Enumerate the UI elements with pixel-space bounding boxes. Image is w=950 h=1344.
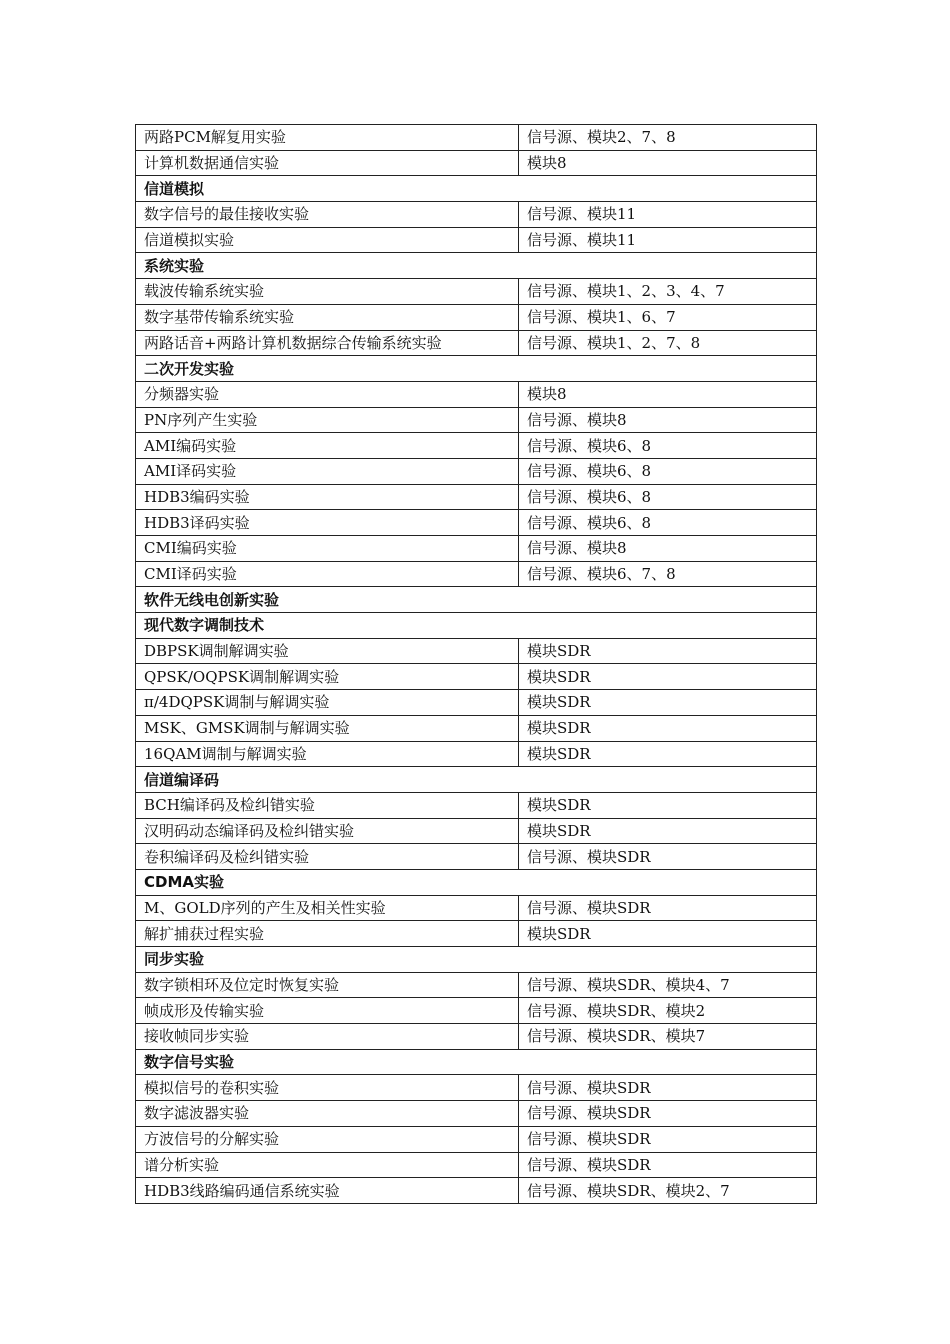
required-modules-cell: 模块SDR xyxy=(519,690,817,716)
required-modules-cell: 信号源、模块6、8 xyxy=(519,484,817,510)
table-row xyxy=(136,1075,817,1101)
table-row xyxy=(136,227,817,253)
table-row xyxy=(136,998,817,1024)
required-modules-cell: 信号源、模块6、8 xyxy=(519,433,817,459)
section-header-row xyxy=(136,947,817,973)
experiment-name-cell: AMI编码实验 xyxy=(136,433,519,459)
section-header-row xyxy=(136,356,817,382)
experiment-name-cell: CMI译码实验 xyxy=(136,561,519,587)
table-row xyxy=(136,125,817,151)
required-modules-cell: 信号源、模块6、7、8 xyxy=(519,561,817,587)
experiment-name-cell: π/4DQPSK调制与解调实验 xyxy=(136,690,519,716)
experiment-name-cell: AMI译码实验 xyxy=(136,458,519,484)
table-row xyxy=(136,972,817,998)
experiment-name-cell: 载波传输系统实验 xyxy=(136,279,519,305)
table-row xyxy=(136,1126,817,1152)
experiment-name-cell: BCH编译码及检纠错实验 xyxy=(136,792,519,818)
table-row xyxy=(136,664,817,690)
table-row xyxy=(136,381,817,407)
table-row xyxy=(136,536,817,562)
experiment-name-cell: 两路话音+两路计算机数据综合传输系统实验 xyxy=(136,330,519,356)
section-header-row xyxy=(136,1049,817,1075)
experiment-table xyxy=(135,124,817,1204)
experiment-name-cell: CMI编码实验 xyxy=(136,536,519,562)
table-row xyxy=(136,1101,817,1127)
required-modules-cell: 模块SDR xyxy=(519,664,817,690)
table-row xyxy=(136,304,817,330)
section-title: 同步实验 xyxy=(136,947,817,973)
required-modules-cell: 信号源、模块2、7、8 xyxy=(519,125,817,151)
table-row xyxy=(136,792,817,818)
section-title: 信道编译码 xyxy=(136,767,817,793)
required-modules-cell: 信号源、模块11 xyxy=(519,227,817,253)
section-header-row xyxy=(136,176,817,202)
section-title: 二次开发实验 xyxy=(136,356,817,382)
experiment-name-cell: 16QAM调制与解调实验 xyxy=(136,741,519,767)
section-title: 系统实验 xyxy=(136,253,817,279)
section-header-row xyxy=(136,767,817,793)
required-modules-cell: 信号源、模块1、2、7、8 xyxy=(519,330,817,356)
experiment-name-cell: PN序列产生实验 xyxy=(136,407,519,433)
experiment-name-cell: 数字锁相环及位定时恢复实验 xyxy=(136,972,519,998)
required-modules-cell: 信号源、模块1、6、7 xyxy=(519,304,817,330)
experiment-name-cell: 卷积编译码及检纠错实验 xyxy=(136,844,519,870)
table-row xyxy=(136,715,817,741)
experiment-name-cell: QPSK/OQPSK调制解调实验 xyxy=(136,664,519,690)
table-row xyxy=(136,330,817,356)
table-row xyxy=(136,407,817,433)
table-row xyxy=(136,818,817,844)
table-row xyxy=(136,1024,817,1050)
required-modules-cell: 信号源、模块SDR xyxy=(519,844,817,870)
experiment-name-cell: HDB3译码实验 xyxy=(136,510,519,536)
required-modules-cell: 模块SDR xyxy=(519,792,817,818)
required-modules-cell: 模块SDR xyxy=(519,741,817,767)
required-modules-cell: 信号源、模块SDR xyxy=(519,1101,817,1127)
experiment-name-cell: 接收帧同步实验 xyxy=(136,1024,519,1050)
required-modules-cell: 信号源、模块6、8 xyxy=(519,510,817,536)
table-row xyxy=(136,844,817,870)
experiment-name-cell: 模拟信号的卷积实验 xyxy=(136,1075,519,1101)
section-title: 数字信号实验 xyxy=(136,1049,817,1075)
section-title: 软件无线电创新实验 xyxy=(136,587,817,613)
section-title: 信道模拟 xyxy=(136,176,817,202)
table-row xyxy=(136,638,817,664)
table-row xyxy=(136,921,817,947)
experiment-name-cell: 谱分析实验 xyxy=(136,1152,519,1178)
table-row xyxy=(136,1178,817,1204)
section-header-row xyxy=(136,613,817,639)
table-row xyxy=(136,741,817,767)
experiment-name-cell: HDB3线路编码通信系统实验 xyxy=(136,1178,519,1204)
table-row xyxy=(136,458,817,484)
experiment-name-cell: 数字信号的最佳接收实验 xyxy=(136,202,519,228)
required-modules-cell: 信号源、模块SDR xyxy=(519,1075,817,1101)
table-row xyxy=(136,279,817,305)
experiment-name-cell: 计算机数据通信实验 xyxy=(136,150,519,176)
required-modules-cell: 模块SDR xyxy=(519,818,817,844)
table-row xyxy=(136,484,817,510)
experiment-name-cell: 信道模拟实验 xyxy=(136,227,519,253)
table-row xyxy=(136,150,817,176)
required-modules-cell: 信号源、模块SDR、模块2、7 xyxy=(519,1178,817,1204)
required-modules-cell: 信号源、模块11 xyxy=(519,202,817,228)
required-modules-cell: 信号源、模块SDR、模块2 xyxy=(519,998,817,1024)
table-row xyxy=(136,895,817,921)
table-row xyxy=(136,690,817,716)
experiment-name-cell: 数字基带传输系统实验 xyxy=(136,304,519,330)
table-row xyxy=(136,561,817,587)
table-row xyxy=(136,510,817,536)
experiment-name-cell: 汉明码动态编译码及检纠错实验 xyxy=(136,818,519,844)
table-row xyxy=(136,433,817,459)
section-header-row xyxy=(136,587,817,613)
section-header-row xyxy=(136,253,817,279)
required-modules-cell: 信号源、模块1、2、3、4、7 xyxy=(519,279,817,305)
required-modules-cell: 信号源、模块SDR、模块4、7 xyxy=(519,972,817,998)
experiment-name-cell: 帧成形及传输实验 xyxy=(136,998,519,1024)
experiment-name-cell: MSK、GMSK调制与解调实验 xyxy=(136,715,519,741)
required-modules-cell: 模块8 xyxy=(519,381,817,407)
experiment-name-cell: HDB3编码实验 xyxy=(136,484,519,510)
section-title: 现代数字调制技术 xyxy=(136,613,817,639)
table-row xyxy=(136,202,817,228)
required-modules-cell: 模块SDR xyxy=(519,638,817,664)
required-modules-cell: 模块SDR xyxy=(519,715,817,741)
experiment-name-cell: DBPSK调制解调实验 xyxy=(136,638,519,664)
experiment-name-cell: 解扩捕获过程实验 xyxy=(136,921,519,947)
required-modules-cell: 信号源、模块SDR xyxy=(519,1126,817,1152)
required-modules-cell: 信号源、模块8 xyxy=(519,407,817,433)
table-row xyxy=(136,1152,817,1178)
required-modules-cell: 模块SDR xyxy=(519,921,817,947)
experiment-name-cell: 方波信号的分解实验 xyxy=(136,1126,519,1152)
required-modules-cell: 信号源、模块SDR、模块7 xyxy=(519,1024,817,1050)
experiment-name-cell: 两路PCM解复用实验 xyxy=(136,125,519,151)
required-modules-cell: 信号源、模块SDR xyxy=(519,1152,817,1178)
required-modules-cell: 信号源、模块8 xyxy=(519,536,817,562)
required-modules-cell: 模块8 xyxy=(519,150,817,176)
section-header-row xyxy=(136,869,817,895)
required-modules-cell: 信号源、模块6、8 xyxy=(519,458,817,484)
required-modules-cell: 信号源、模块SDR xyxy=(519,895,817,921)
experiment-name-cell: 数字滤波器实验 xyxy=(136,1101,519,1127)
experiment-name-cell: 分频器实验 xyxy=(136,381,519,407)
experiment-name-cell: M、GOLD序列的产生及相关性实验 xyxy=(136,895,519,921)
experiment-table-body xyxy=(136,125,817,1204)
section-title: CDMA实验 xyxy=(136,869,817,895)
